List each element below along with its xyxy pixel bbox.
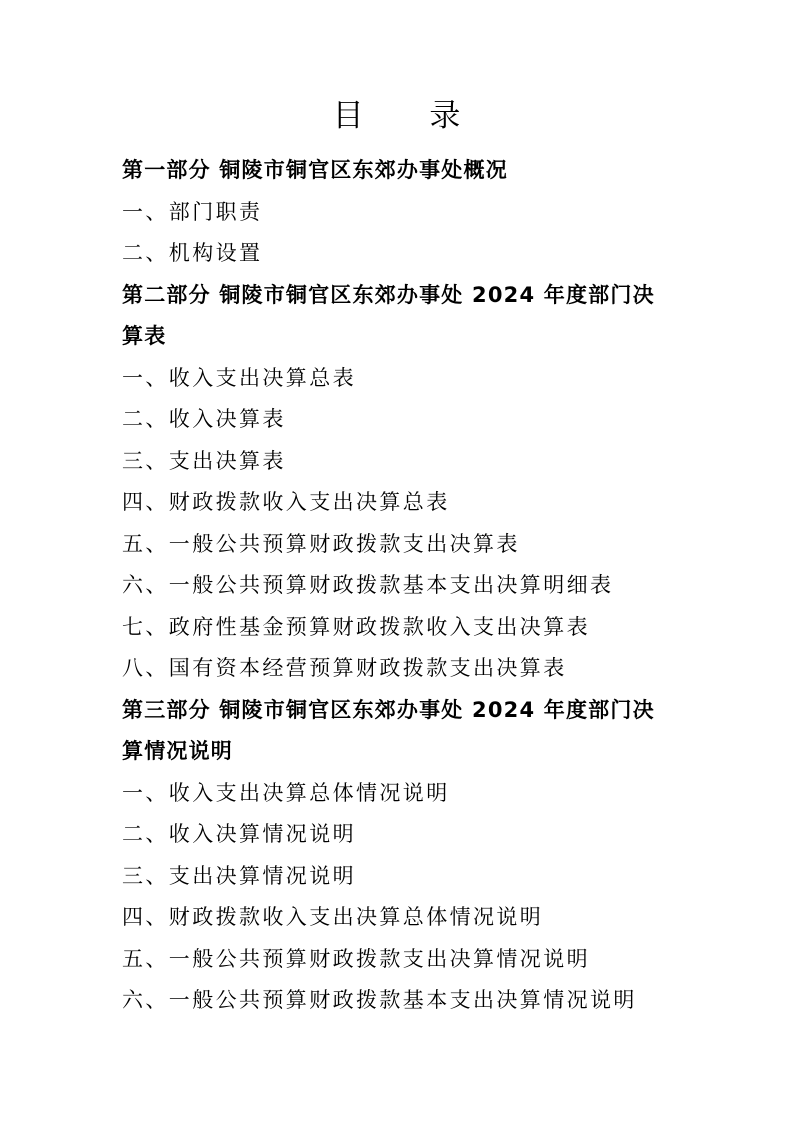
- toc-item: 六、一般公共预算财政拨款基本支出决算明细表: [122, 573, 614, 597]
- toc-item: 一、部门职责: [122, 199, 263, 224]
- toc-item: 二、收入决算情况说明: [122, 822, 356, 846]
- part2-heading-line1: 第二部分 铜陵市铜官区东郊办事处 2024 年度部门决: [122, 282, 655, 307]
- toc-item: 七、政府性基金预算财政拨款收入支出决算表: [122, 614, 590, 639]
- toc-item: 四、财政拨款收入支出决算总表: [122, 490, 450, 514]
- table-of-contents: [122, 150, 682, 1022]
- page-title: 目 录: [332, 98, 489, 134]
- toc-item: 二、机构设置: [122, 241, 263, 265]
- toc-item: 五、一般公共预算财政拨款支出决算表: [122, 531, 520, 556]
- toc-item: 一、收入支出决算总表: [122, 365, 356, 390]
- toc-item: 三、支出决算表: [122, 448, 286, 473]
- toc-item: 六、一般公共预算财政拨款基本支出决算情况说明: [122, 988, 637, 1012]
- toc-item: 三、支出决算情况说明: [122, 863, 356, 888]
- toc-item: 四、财政拨款收入支出决算总体情况说明: [122, 905, 544, 929]
- toc-item: 一、收入支出决算总体情况说明: [122, 780, 450, 805]
- part3-heading-line1: 第三部分 铜陵市铜官区东郊办事处 2024 年度部门决: [122, 697, 655, 722]
- part3-heading-line2: 算情况说明: [122, 739, 233, 763]
- part1-heading: 第一部分 铜陵市铜官区东郊办事处概况: [122, 158, 508, 182]
- toc-item: 二、收入决算表: [122, 407, 286, 431]
- toc-item: 五、一般公共预算财政拨款支出决算情况说明: [122, 946, 590, 971]
- part2-heading-line2: 算表: [122, 324, 167, 348]
- toc-item: 八、国有资本经营预算财政拨款支出决算表: [122, 656, 567, 680]
